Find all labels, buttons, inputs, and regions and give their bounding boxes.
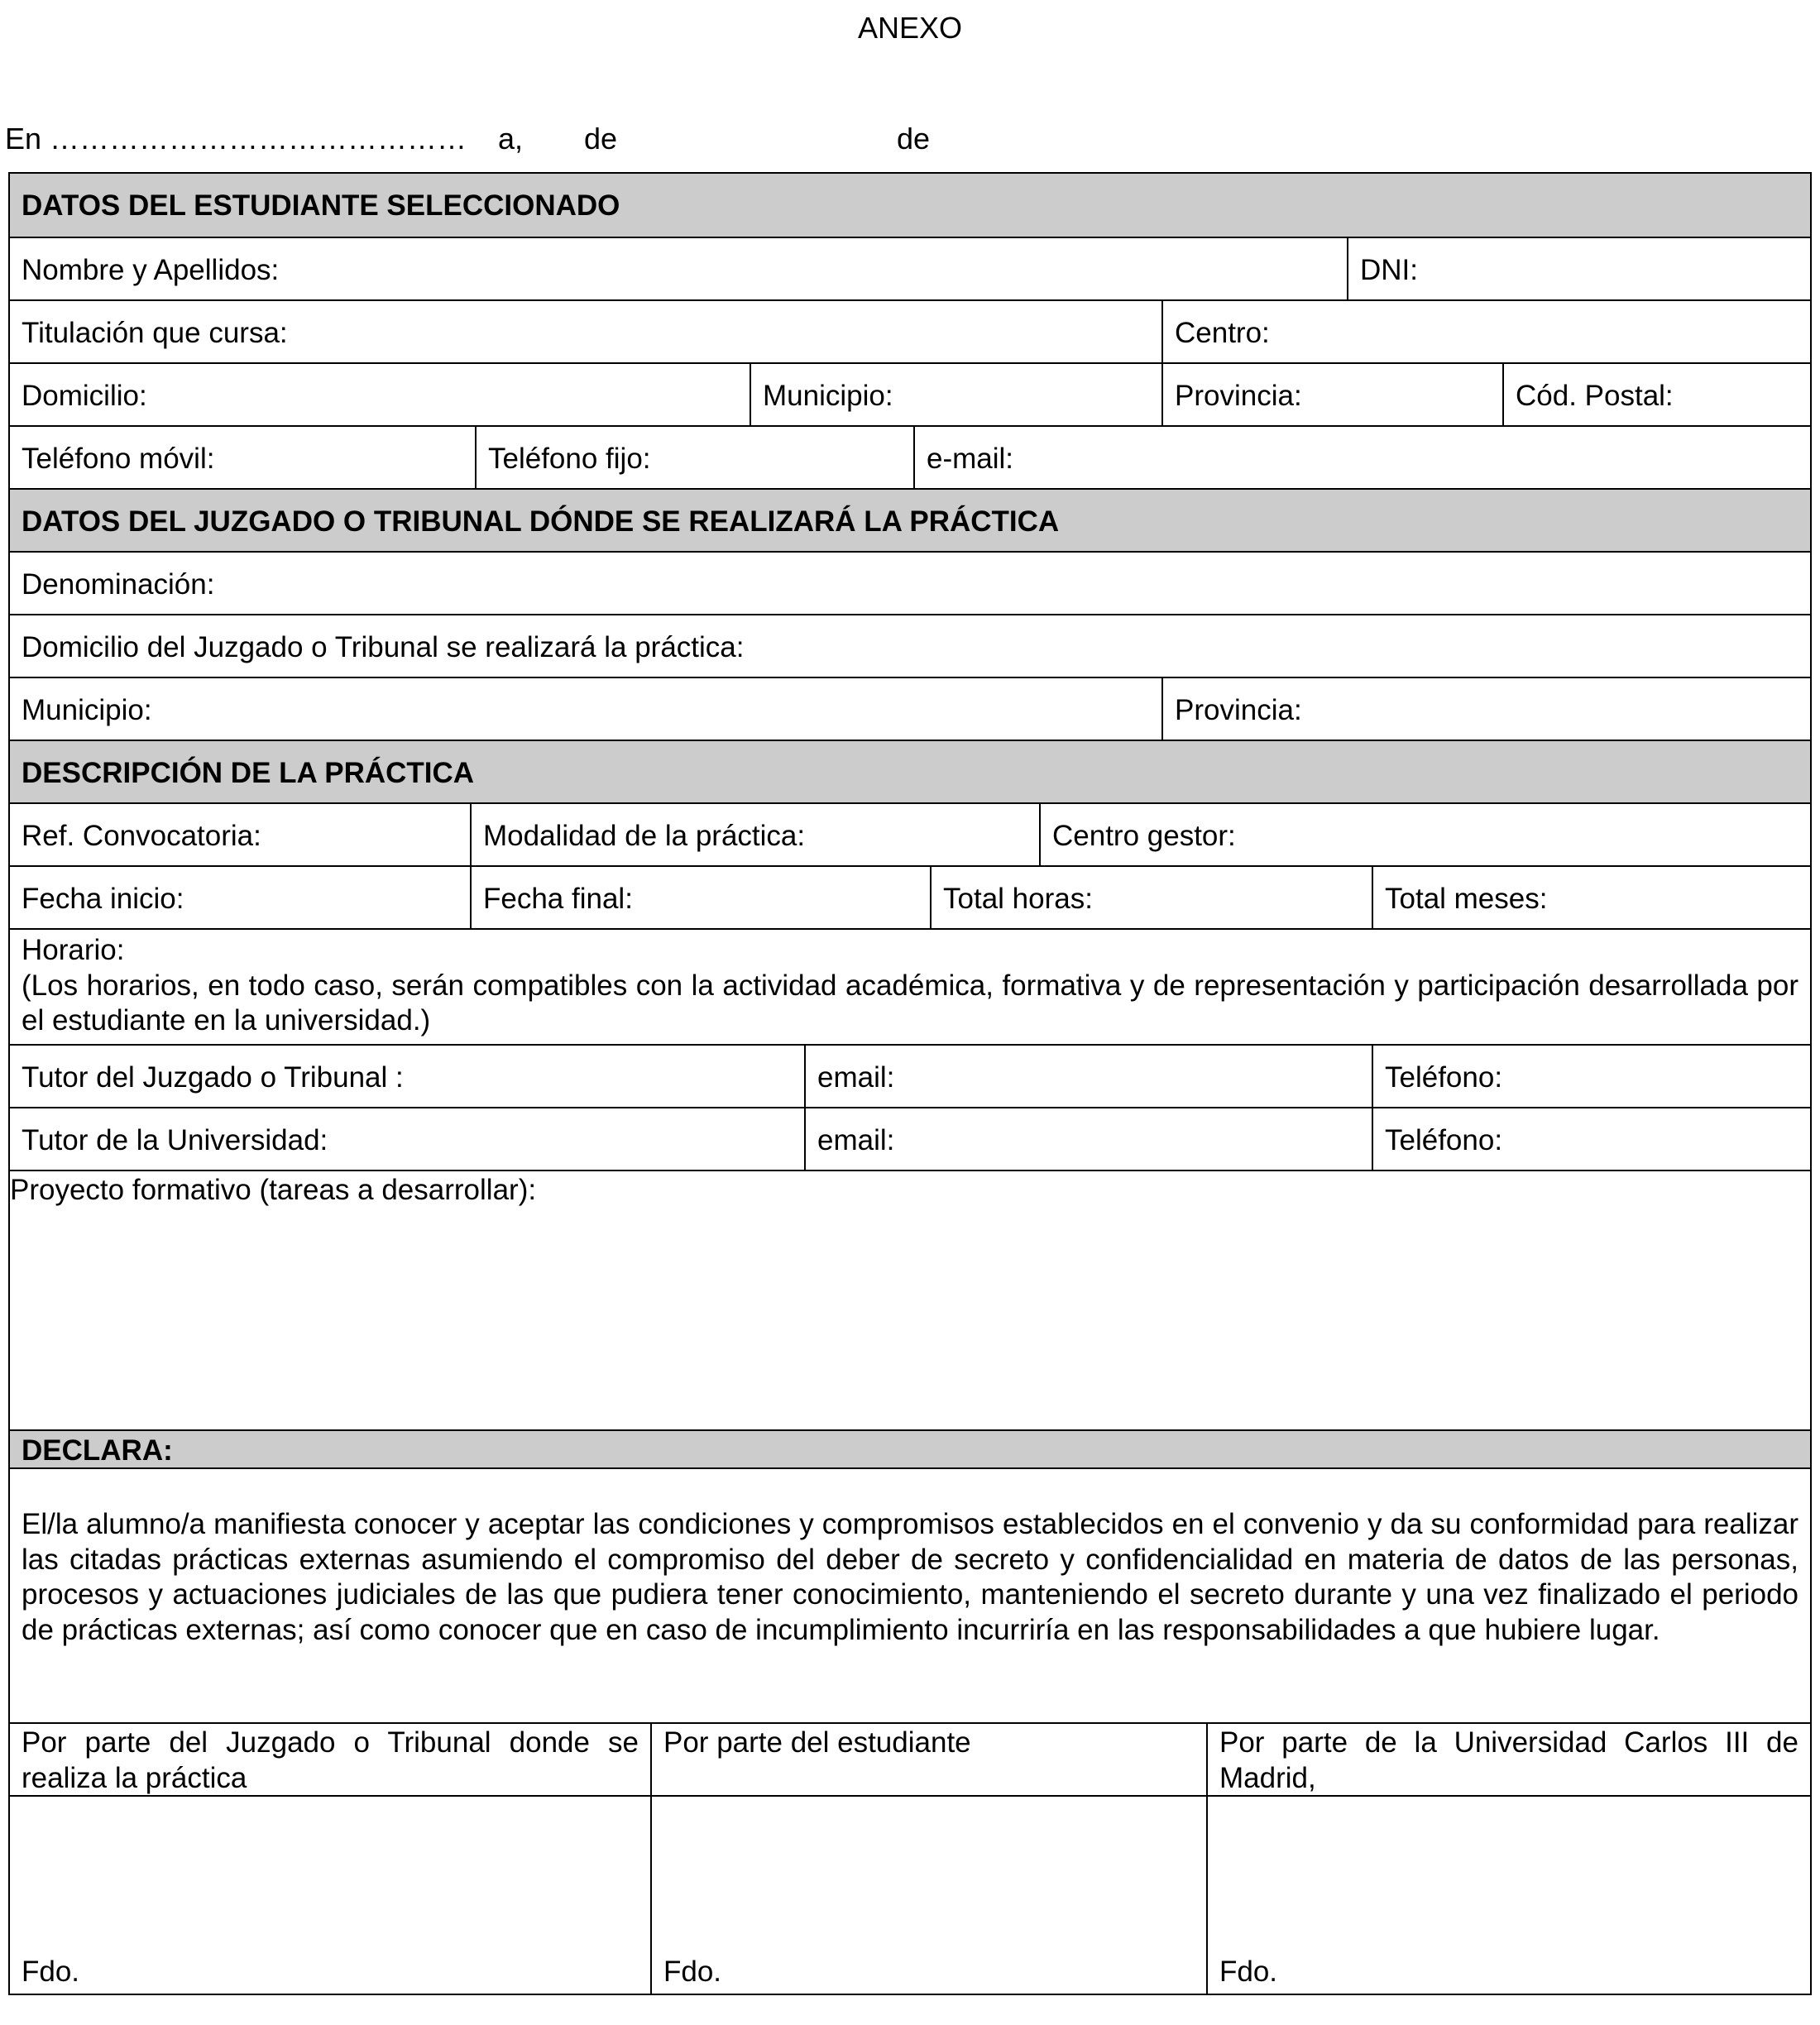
court-row-2: [10, 614, 1810, 677]
sig-estudiante-label: Por parte del estudiante: [650, 1724, 1206, 1795]
tutor-univ-email-field[interactable]: email:: [804, 1108, 1372, 1170]
provincia-field[interactable]: Provincia:: [1161, 364, 1502, 425]
municipio-field[interactable]: Municipio:: [750, 364, 1161, 425]
document-title: ANEXO: [857, 11, 963, 45]
declara-text: El/la alumno/a manifiesta conocer y aceptar las condiciones y compromisos establecidos en el convenio y da su conformidad para realizar las citadas prácticas externas asumiendo el compromiso del deber de secreto y confidencialidad en materia de datos de las personas, procesos y actuaciones judiciales de las que pudiera tener conocimiento, manteniendo el secreto durante y una vez finalizado el periodo de prácticas externas; así como conocer que en caso de incumplimiento incurriría en las responsabilidades a que hubiere lugar.: [22, 1508, 1798, 1647]
ref-convocatoria-field[interactable]: Ref. Convocatoria:: [22, 820, 261, 852]
horario-label: Horario:: [22, 934, 125, 966]
student-email-field[interactable]: e-mail:: [913, 427, 1810, 488]
student-row-1: [10, 237, 1810, 299]
tel-movil-field[interactable]: Teléfono móvil:: [22, 443, 215, 475]
court-row-1: [10, 551, 1810, 614]
centro-gestor-field[interactable]: Centro gestor:: [1039, 804, 1810, 865]
tutor-juzgado-row: [10, 1044, 1810, 1107]
sig-universidad-box[interactable]: [1206, 1797, 1810, 1994]
student-row-4: [10, 425, 1810, 488]
declara-row: [10, 1467, 1810, 1722]
section-header-declara: DECLARA:: [10, 1429, 1810, 1467]
student-row-3: [10, 362, 1810, 425]
section-header-court: DATOS DEL JUZGADO O TRIBUNAL DÓNDE SE REALIZARÁ LA PRÁCTICA: [10, 488, 1810, 551]
fecha-inicio-field[interactable]: Fecha inicio:: [22, 883, 184, 915]
place-en: En ……………………………………: [5, 122, 467, 156]
total-meses-field[interactable]: Total meses:: [1372, 867, 1810, 928]
tutor-univ-telefono-field[interactable]: Teléfono:: [1372, 1108, 1810, 1170]
court-row-3: [10, 677, 1810, 740]
dni-field[interactable]: DNI:: [1347, 238, 1810, 299]
anexo-form: [8, 172, 1812, 1995]
fdo-juzgado: Fdo.: [22, 1956, 80, 1989]
tutor-juzgado-field[interactable]: Tutor del Juzgado o Tribunal :: [22, 1061, 404, 1094]
total-horas-field[interactable]: Total horas:: [930, 867, 1372, 928]
place-de-2: de: [897, 122, 931, 156]
tel-fijo-field[interactable]: Teléfono fijo:: [475, 427, 913, 488]
court-domicilio-field[interactable]: Domicilio del Juzgado o Tribunal se realizará la práctica:: [22, 631, 745, 663]
fdo-estudiante: Fdo.: [663, 1956, 722, 1989]
practice-row-1: [10, 802, 1810, 865]
tutor-univ-row: [10, 1107, 1810, 1170]
nombre-field[interactable]: Nombre y Apellidos:: [22, 254, 280, 286]
place-de-1: de: [584, 122, 618, 156]
signature-header-row: [10, 1722, 1810, 1795]
fecha-final-field[interactable]: Fecha final:: [470, 867, 930, 928]
court-municipio-field[interactable]: Municipio:: [22, 694, 152, 726]
horario-row: [10, 928, 1810, 1044]
modalidad-field[interactable]: Modalidad de la práctica:: [470, 804, 1039, 865]
section-header-practice: DESCRIPCIÓN DE LA PRÁCTICA: [10, 740, 1810, 802]
sig-universidad-label: Por parte de la Universidad Carlos III de Madrid,: [1206, 1724, 1810, 1795]
tutor-juzgado-email-field[interactable]: email:: [804, 1046, 1372, 1107]
practice-row-2: [10, 865, 1810, 928]
sig-juzgado-label: Por parte del Juzgado o Tribunal donde se realiza la práctica: [22, 1726, 639, 1794]
proyecto-label: Proyecto formativo (tareas a desarrollar):: [10, 1174, 537, 1206]
signature-body-row: [10, 1795, 1810, 1994]
horario-field[interactable]: [10, 930, 1810, 1044]
sig-juzgado-box[interactable]: [10, 1797, 650, 1994]
domicilio-field[interactable]: Domicilio:: [22, 380, 147, 412]
cod-postal-field[interactable]: Cód. Postal:: [1502, 364, 1810, 425]
fdo-universidad: Fdo.: [1219, 1956, 1278, 1989]
proyecto-row: [10, 1170, 1810, 1429]
sig-estudiante-box[interactable]: [650, 1797, 1206, 1994]
section-header-student: DATOS DEL ESTUDIANTE SELECCIONADO: [10, 174, 1810, 237]
denominacion-field[interactable]: Denominación:: [22, 568, 215, 601]
tutor-juzgado-telefono-field[interactable]: Teléfono:: [1372, 1046, 1810, 1107]
court-provincia-field[interactable]: Provincia:: [1161, 678, 1810, 740]
place-a: a,: [498, 122, 524, 156]
horario-note: (Los horarios, en todo caso, serán compatibles con la actividad académica, formativa y de representación y participación desarrollada por el estudiante en la universidad.): [22, 969, 1798, 1037]
titulacion-field[interactable]: Titulación que cursa:: [22, 317, 288, 349]
centro-field[interactable]: Centro:: [1161, 301, 1810, 362]
student-row-2: [10, 299, 1810, 362]
tutor-univ-field[interactable]: Tutor de la Universidad:: [22, 1124, 328, 1156]
proyecto-field[interactable]: [10, 1171, 1810, 1429]
